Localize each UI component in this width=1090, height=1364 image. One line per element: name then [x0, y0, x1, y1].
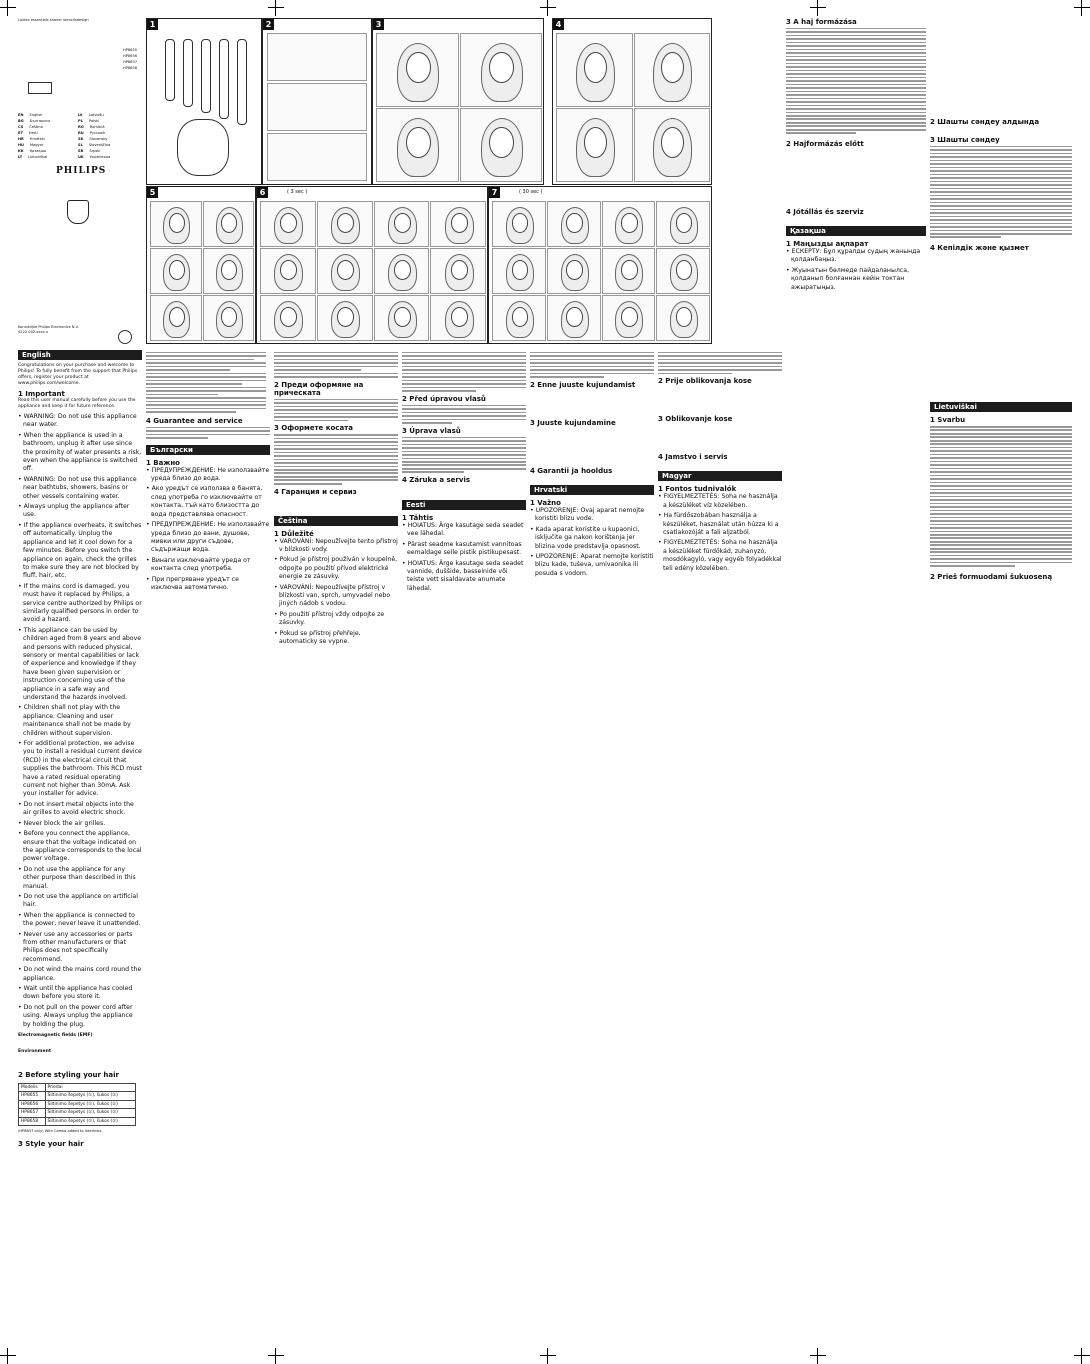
czech-warnings: [274, 538, 398, 647]
cover-panel: [18, 18, 143, 183]
estonian-text-1: [530, 352, 654, 378]
bulgarian-heading-before: 2 Преди оформяне на прическата: [274, 380, 364, 397]
specs-table-header-model: Modelis: [19, 1084, 46, 1092]
cover-logo-box: [28, 82, 52, 94]
language-name: Қазақша: [29, 149, 47, 153]
warning-item: • ПРЕДУПРЕЖДЕНИЕ: Не използвайте уреда близо до вода.: [146, 466, 270, 483]
specs-table-header-accessories: Priedai: [45, 1084, 135, 1092]
warning-item: • WARNING: Do not use this appliance near bathtubs, showers, basins or other vessels containing water.: [18, 475, 137, 500]
warning-item: • Do not wind the mains cord round the appliance.: [18, 966, 142, 982]
panel-7-label: ( 30 sec ): [519, 189, 543, 195]
warning-item: • Pokud se přístroj přehřeje, automaticky se vypne.: [274, 629, 361, 645]
crop-mark-bottom-left: [0, 1348, 16, 1364]
face-illustration: [661, 52, 684, 83]
language-code: LV: [78, 113, 83, 117]
kazakh-heading-guarantee: 4 Кепілдік және қызмет: [930, 244, 1029, 253]
warning-item: • When the appliance is used in a bathroom, unplug it after use since the proximity of water presents a risk, even when the appliance is switched off.: [18, 431, 142, 473]
face-illustration: [584, 127, 607, 158]
panel-6-label: ( 3 sec ): [287, 189, 308, 195]
illustration-cell: [602, 248, 656, 294]
illustration-cell: [203, 201, 255, 247]
language-code: SL: [78, 143, 83, 147]
cleaning-step-illustration: [267, 83, 367, 131]
section-bar-kazakh: Қазақша: [786, 226, 926, 236]
cover-model-3: HP8657: [123, 60, 138, 64]
language-entry: [78, 119, 99, 124]
czech-heading-style: 3 Úprava vlasů: [402, 426, 461, 435]
language-code: LT: [18, 155, 23, 159]
estonian-heading-guarantee: 4 Garantii ja hooldus: [530, 466, 613, 475]
warning-item: • Always unplug the appliance after use.: [18, 503, 130, 519]
warning-item: • For additional protection, we advise you to install a residual current device (RCD) in the electrical circuit that supplies the bathroom. This RCD must have a rated residual operating current not higher than 30mA. Ask your installer for advice.: [18, 740, 142, 798]
panel-5: [146, 186, 256, 344]
crop-mark-top-center-2: [540, 0, 556, 16]
crop-mark-top-right: [1074, 0, 1090, 16]
illustration-cell: [556, 108, 633, 182]
face-illustration: [676, 307, 692, 327]
english-heading-guarantee: 4 Guarantee and service: [146, 416, 243, 425]
language-entry: [18, 125, 43, 130]
face-illustration: [621, 260, 637, 280]
cover-model-2: HP8656: [123, 54, 138, 58]
czech-heading-before: 2 Před úpravou vlasů: [402, 394, 486, 403]
english-heading-style: 3 Style your hair: [18, 1139, 84, 1148]
panel-3: [372, 18, 544, 185]
language-list: [18, 113, 143, 173]
illustration-cell: [460, 33, 543, 107]
accessory-illustration: [237, 39, 247, 125]
column-5: [530, 350, 654, 1346]
illustration-cell: [430, 295, 486, 341]
panel-1: [146, 18, 262, 185]
language-code: EN: [18, 113, 24, 117]
crop-mark-bottom-center-1: [268, 1348, 284, 1364]
accessory-illustration: [165, 39, 175, 101]
estonian-warnings: [402, 522, 526, 593]
warning-item: • UPOZORENJE: Ovaj aparat nemojte koristiti blizu vode.: [530, 506, 645, 523]
illustration-cell: [203, 248, 255, 294]
language-entry: [78, 131, 105, 136]
face-illustration: [512, 307, 528, 327]
kazakh-heading-before: 2 Шашты сәндеу алдында: [930, 118, 1040, 126]
specs-row-4-model: HP8658: [19, 1117, 46, 1125]
illustration-cell: [260, 201, 316, 247]
warning-item: • Never block the air grilles.: [18, 819, 106, 827]
accessory-illustration: [219, 39, 229, 119]
crop-mark-top-left: [0, 0, 16, 16]
face-illustration: [676, 213, 692, 233]
column-2: [146, 350, 270, 1346]
face-illustration: [566, 260, 582, 280]
language-code: RO: [78, 125, 84, 129]
face-illustration: [512, 213, 528, 233]
face-illustration: [621, 307, 637, 327]
face-illustration: [221, 213, 237, 233]
face-illustration: [451, 307, 468, 327]
face-illustration: [489, 52, 514, 83]
illustration-cell: [260, 295, 316, 341]
warning-item: • Жуынатын бөлмеде пайдаланылса, қолданып болғаннан кейін токтан ажыратыңыз.: [786, 266, 909, 291]
illustration-cell: [430, 248, 486, 294]
english-warnings: [18, 413, 142, 1029]
estonian-heading-style: 3 Juuste kujundamine: [530, 418, 616, 427]
language-code: SR: [78, 149, 84, 153]
face-illustration: [280, 260, 297, 280]
face-illustration: [661, 127, 684, 158]
hungarian-heading-important: 1 Fontos tudnivalók: [658, 485, 737, 494]
section-bar-lithuanian: Lietuviškai: [930, 402, 1072, 412]
panel-2: [262, 18, 372, 185]
language-entry: [78, 143, 110, 148]
lithuanian-text-1: [930, 426, 1072, 567]
warning-item: • Do not insert metal objects into the air grilles to avoid electric shock.: [18, 800, 134, 817]
warning-item: • HOIATUS: Ärge kasutage seda seadet vee lähedal.: [402, 522, 524, 538]
warning-item: • Po použití přístroj vždy odpojte ze zásuvky.: [274, 610, 385, 627]
illustration-cell: [492, 248, 546, 294]
language-name: Magyar: [29, 143, 44, 147]
panel-1-number: 1: [147, 19, 158, 30]
language-name: Română: [89, 125, 105, 129]
face-illustration: [337, 307, 354, 327]
address-line-1: Koninklijke Philips Electronics N.V.: [18, 325, 79, 329]
warning-item: • Pokud je přístroj používán v koupelně, odpojte po použití přívod elektrické energie ze zásuvky.: [274, 556, 398, 581]
croatian-warnings: [530, 507, 654, 578]
column-4: [402, 350, 526, 1346]
column-3: [274, 350, 398, 1346]
hungarian-heading-guarantee: 4 Jótállás és szerviz: [786, 208, 864, 217]
face-illustration: [676, 260, 692, 280]
warning-item: • Pärast seadme kasutamist vannitoas eemaldage selle pistik pistikupesast.: [402, 540, 522, 557]
warning-item: • UPOZORENJE: Aparat nemojte koristiti blizu kade, tuševa, umivaonika ili posuda s vodom.: [530, 552, 654, 577]
illustration-cell: [656, 248, 710, 294]
section-bar-bulgarian: Български: [146, 445, 270, 455]
illustration-cell: [556, 33, 633, 107]
face-illustration: [280, 307, 297, 327]
warning-item: • Before you connect the appliance, ensure that the voltage indicated on the appliance corresponds to the local power voltage.: [18, 830, 142, 863]
illustration-cell: [376, 33, 459, 107]
cover-header-line-1: Ladies essentials shaver stencilsdesign: [18, 18, 89, 22]
column-6: [658, 350, 782, 1346]
czech-text-1: [402, 352, 526, 392]
warning-item: • HOIATUS: Ärge kasutage seda seadet vannide, duššide, basseinide või teiste vett sisaldavate anumate lähedal.: [402, 559, 524, 592]
bulgarian-heading-guarantee: 4 Гаранция и сервиз: [274, 487, 357, 496]
section-bar-english: English: [18, 350, 142, 360]
warning-item: • Children shall not play with the appliance. Cleaning and user maintenance shall not be made by children without supervision.: [18, 704, 131, 737]
language-entry: [18, 131, 38, 136]
face-illustration: [221, 260, 237, 280]
bulgarian-text-2: [274, 399, 398, 422]
estonian-heading-important: 1 Tähtis: [402, 514, 434, 523]
kazakh-heading-style: 3 Шашты сәндеу: [930, 136, 1000, 144]
column-8: [930, 18, 1072, 1346]
illustration-cell: [317, 248, 373, 294]
language-name: Polski: [88, 119, 100, 123]
language-name: Eesti: [28, 131, 38, 135]
address-block: [18, 325, 88, 334]
crop-mark-bottom-right: [1074, 1348, 1090, 1364]
warning-item: • Do not use the appliance on artificial hair.: [18, 892, 138, 909]
warning-item: • Kada aparat koristite u kupaonici, isključite ga nakon korištenja jer blizina vode predstavlja opasnost.: [530, 525, 641, 550]
hungarian-warnings: [658, 493, 782, 573]
warning-item: • Never use any accessories or parts from other manufacturers or that Philips does not specifically recommend.: [18, 930, 133, 963]
language-name: Slovensky: [89, 137, 108, 141]
croatian-heading-before: 2 Prije oblikovanja kose: [658, 377, 752, 386]
warning-item: • ЕСКЕРТУ: Бұл құралды судың жанында қолданбаңыз.: [786, 248, 921, 264]
cleaning-step-illustration: [267, 33, 367, 81]
kazakh-warnings: [786, 248, 926, 292]
specs-row-3-acc: Šiltinimo šepetys (①), šukos (②): [45, 1109, 135, 1117]
face-illustration: [337, 213, 354, 233]
face-illustration: [512, 260, 528, 280]
illustration-cell: [203, 295, 255, 341]
language-name: Slovenščina: [88, 143, 111, 147]
specs-row-4-acc: Šiltinimo šepetys (①), šukos (②): [45, 1117, 135, 1125]
cover-model-1: HP8655: [123, 48, 138, 52]
language-entry: [18, 149, 46, 154]
illustration-cell: [150, 201, 202, 247]
english-style-steps: [146, 352, 266, 413]
croatian-heading-guarantee: 4 Jamstvo i servis: [658, 453, 728, 462]
bulgarian-heading-important: 1 Важно: [146, 458, 180, 467]
illustration-cell: [150, 248, 202, 294]
specs-row-1-acc: Šiltinimo šepetys (①), šukos (②): [45, 1092, 135, 1100]
face-illustration: [169, 307, 185, 327]
panel-7-number: 7: [489, 187, 500, 198]
face-illustration: [394, 307, 411, 327]
specs-row-3-model: HP8657: [19, 1109, 46, 1117]
english-read-manual: Read this user manual carefully before you use the appliance and keep it for future reference.: [18, 398, 136, 409]
bulgarian-warnings: [146, 467, 270, 593]
illustration-cell: [492, 201, 546, 247]
face-illustration: [451, 260, 468, 280]
face-illustration: [621, 213, 637, 233]
warning-item: • WARNING: Do not use this appliance near water.: [18, 413, 137, 429]
face-illustration: [394, 260, 411, 280]
warning-item: • If the mains cord is damaged, you must have it replaced by Philips, a service centre authorized by Philips or similarly qualified persons in order to avoid a hazard.: [18, 582, 142, 624]
illustration-cell: [656, 201, 710, 247]
illustration-cell: [460, 108, 543, 182]
language-entry: [18, 143, 43, 148]
illustration-cell: [547, 295, 601, 341]
language-entry: [18, 155, 47, 160]
cover-model-4: HP8658: [123, 66, 138, 70]
warning-item: • При прегряване уредът се изключва автоматично.: [146, 575, 239, 591]
czech-text-3: [402, 437, 526, 473]
language-code: ET: [18, 131, 23, 135]
panel-6-number: 6: [257, 187, 268, 198]
warning-item: • VAROVÁNÍ: Nepoužívejte přístroj v blízkosti van, sprch, umyvadel nebo jiných nádob s vodou.: [274, 583, 391, 608]
illustration-cell: [150, 295, 202, 341]
panel-5-number: 5: [147, 187, 158, 198]
warning-item: • If the appliance overheats, it switches off automatically. Unplug the appliance and let it cool down for a few minutes. Before you switch the appliance on again, check the grilles to make sure they are not blocked by fluff, hair, etc.: [18, 521, 142, 580]
language-code: RU: [78, 131, 84, 135]
language-name: Lietuviškai: [28, 155, 48, 159]
face-illustration: [169, 260, 185, 280]
warning-item: • Do not use the appliance for any other purpose than described in this manual.: [18, 865, 136, 890]
warning-item: • FIGYELMEZTETÉS: Soha ne használja a készüléket víz közelében.: [658, 493, 778, 509]
language-name: Latviešu: [88, 113, 104, 117]
warning-item: • VAROVÁNÍ: Nepoužívejte tento přístroj v blízkosti vody.: [274, 537, 398, 553]
language-name: Українська: [89, 155, 111, 159]
language-code: UK: [78, 155, 84, 159]
illustration-cell: [602, 295, 656, 341]
face-illustration: [337, 260, 354, 280]
specs-row-1-model: HP8655: [19, 1092, 46, 1100]
language-code: CS: [18, 125, 24, 129]
language-code: HR: [18, 137, 24, 141]
language-entry: [18, 137, 45, 142]
illustration-cell: [374, 248, 430, 294]
brand-logo: PHILIPS: [56, 166, 107, 176]
face-illustration: [280, 213, 297, 233]
panel-3-number: 3: [373, 19, 384, 30]
bulgarian-text-1: [274, 352, 398, 378]
warning-item: • ПРЕДУПРЕЖДЕНИЕ: Не използвайте уреда близо до вани, душове, мивки или други съдове, съдържащи вода.: [146, 521, 270, 554]
illustration-cell: [547, 248, 601, 294]
language-name: Български: [29, 119, 50, 123]
illustration-cell: [317, 201, 373, 247]
face-illustration: [566, 213, 582, 233]
lithuanian-heading-important: 1 Svarbu: [930, 416, 966, 425]
illustration-cell: [634, 33, 711, 107]
illustration-cell: [430, 201, 486, 247]
language-entry: [78, 125, 105, 130]
croatian-heading-important: 1 Važno: [530, 498, 561, 507]
section-bar-croatian: Hrvatski: [530, 485, 654, 495]
illustration-cell: [547, 201, 601, 247]
specs-table: [18, 1083, 136, 1126]
face-illustration: [406, 52, 431, 83]
language-name: Hrvatski: [29, 137, 45, 141]
address-line-2: 4222.002.xxxx.x: [18, 329, 49, 334]
language-entry: [18, 119, 50, 124]
czech-heading-important: 1 Důležité: [274, 529, 314, 538]
face-illustration: [394, 213, 411, 233]
language-entry: [18, 113, 42, 118]
panel-2-number: 2: [263, 19, 274, 30]
language-name: Русский: [89, 131, 105, 135]
specs-row-2-model: HP8656: [19, 1100, 46, 1108]
illustration-cell: [492, 295, 546, 341]
english-heading-emf: Electromagnetic fields (EMF): [18, 1033, 93, 1039]
appliance-body-illustration: [177, 119, 229, 176]
warning-item: • FIGYELMEZTETÉS: Soha ne használja a készüléket fürdőkád, zuhanyzó, mosdókagyló, vagy egyéb folyadékkal teli edény közelében.: [658, 539, 782, 572]
language-entry: [78, 155, 110, 160]
philips-shield-icon: [67, 200, 89, 224]
crop-mark-bottom-center-3: [810, 1348, 826, 1364]
face-illustration: [169, 213, 185, 233]
warning-item: • Do not pull on the power cord after using. Always unplug the appliance by holding the plug.: [18, 1003, 133, 1028]
crop-mark-bottom-center-2: [540, 1348, 556, 1364]
accessory-illustration: [201, 39, 211, 113]
illustration-cell: [602, 201, 656, 247]
section-bar-estonian: Eesti: [402, 500, 526, 510]
illustration-cell: [374, 295, 430, 341]
bulgarian-heading-style: 3 Оформете косата: [274, 424, 353, 433]
crop-mark-top-center-3: [810, 0, 826, 16]
language-entry: [78, 137, 107, 142]
english-note: (HP8657 only) With Combs added to Interlinks.: [18, 1129, 103, 1134]
illustration-cell: [260, 248, 316, 294]
language-name: Čeština: [29, 125, 43, 129]
warning-item: • Wait until the appliance has cooled down before you store it.: [18, 985, 133, 1001]
lithuanian-heading-before: 2 Prieš formuodami šukuoseną: [930, 572, 1053, 581]
accessory-illustration: [183, 39, 193, 107]
english-heading-before-styling: 2 Before styling your hair: [18, 1071, 119, 1080]
language-entry: [78, 113, 104, 118]
illustration-cell: [656, 295, 710, 341]
section-bar-hungarian: Magyar: [658, 471, 782, 481]
panel-4-number: 4: [553, 19, 564, 30]
face-illustration: [221, 307, 237, 327]
warning-item: • Винаги изключвайте уреда от контакта след употреба.: [146, 556, 251, 573]
panel-4: [552, 18, 712, 185]
face-illustration: [451, 213, 468, 233]
illustration-cell: [376, 108, 459, 182]
recycle-icon: [118, 330, 132, 344]
face-illustration: [566, 307, 582, 327]
language-code: BG: [18, 119, 24, 123]
face-illustration: [489, 127, 514, 158]
section-bar-czech: Čeština: [274, 516, 398, 526]
kazakh-text-1: [930, 146, 1072, 238]
english-intro: Congratulations on your purchase and welcome to Philips! To fully benefit from the support that Philips offers, register your product at www.philips.com/welcome.: [18, 363, 138, 386]
warning-item: • When the appliance is connected to the power, never leave it unattended.: [18, 911, 141, 928]
language-name: Srpski: [89, 149, 101, 153]
english-heading-important: 1 Important: [18, 390, 65, 398]
english-guarantee-text: [146, 427, 270, 439]
language-code: SK: [78, 137, 84, 141]
croatian-text-1: [658, 352, 782, 375]
panel-6: [256, 186, 488, 344]
english-heading-environment: Environment: [18, 1049, 52, 1055]
panel-7: [488, 186, 712, 344]
face-illustration: [406, 127, 431, 158]
cleaning-step-illustration: [267, 133, 367, 181]
kazakh-heading-important: 1 Маңызды ақпарат: [786, 240, 869, 249]
language-name: English: [29, 113, 43, 117]
language-code: KK: [18, 149, 24, 153]
czech-heading-guarantee: 4 Záruka a servis: [402, 476, 471, 485]
czech-text-2: [402, 405, 526, 424]
language-code: HU: [18, 143, 24, 147]
specs-row-2-acc: Šiltinimo šepetys (①), šukos (②): [45, 1100, 135, 1108]
column-english: [18, 350, 142, 1346]
hungarian-heading-before: 2 Hajformázás előtt: [786, 140, 864, 149]
warning-item: • Ако уредът се използва в банята, след употреба го изключвайте от контакта, тъй като близостта до вода представлява опасност.: [146, 485, 263, 518]
illustration-cell: [374, 201, 430, 247]
hungarian-heading-style: 3 A haj formázása: [786, 18, 857, 26]
warning-item: • Ha fürdőszobában használja a készüléket, használat után húzza ki a csatlakozóját a fali aljzatból.: [658, 512, 779, 537]
illustration-cell: [317, 295, 373, 341]
croatian-heading-style: 3 Oblikovanje kose: [658, 415, 733, 424]
column-7: [786, 18, 926, 1346]
language-entry: [78, 149, 100, 154]
estonian-heading-before: 2 Enne juuste kujundamist: [530, 380, 636, 389]
hungarian-text-1: [786, 28, 926, 134]
warning-item: • This appliance can be used by children aged from 8 years and above and persons with reduced physical, sensory or mental capabilities or lack of experience and knowledge if they have been given supervision or instruction concerning use of the appliance in a safe way and understand the hazards involved.: [18, 626, 142, 701]
crop-mark-top-center-1: [268, 0, 284, 16]
bulgarian-text-3: [274, 434, 398, 484]
language-code: PL: [78, 119, 83, 123]
illustration-cell: [634, 108, 711, 182]
face-illustration: [584, 52, 607, 83]
